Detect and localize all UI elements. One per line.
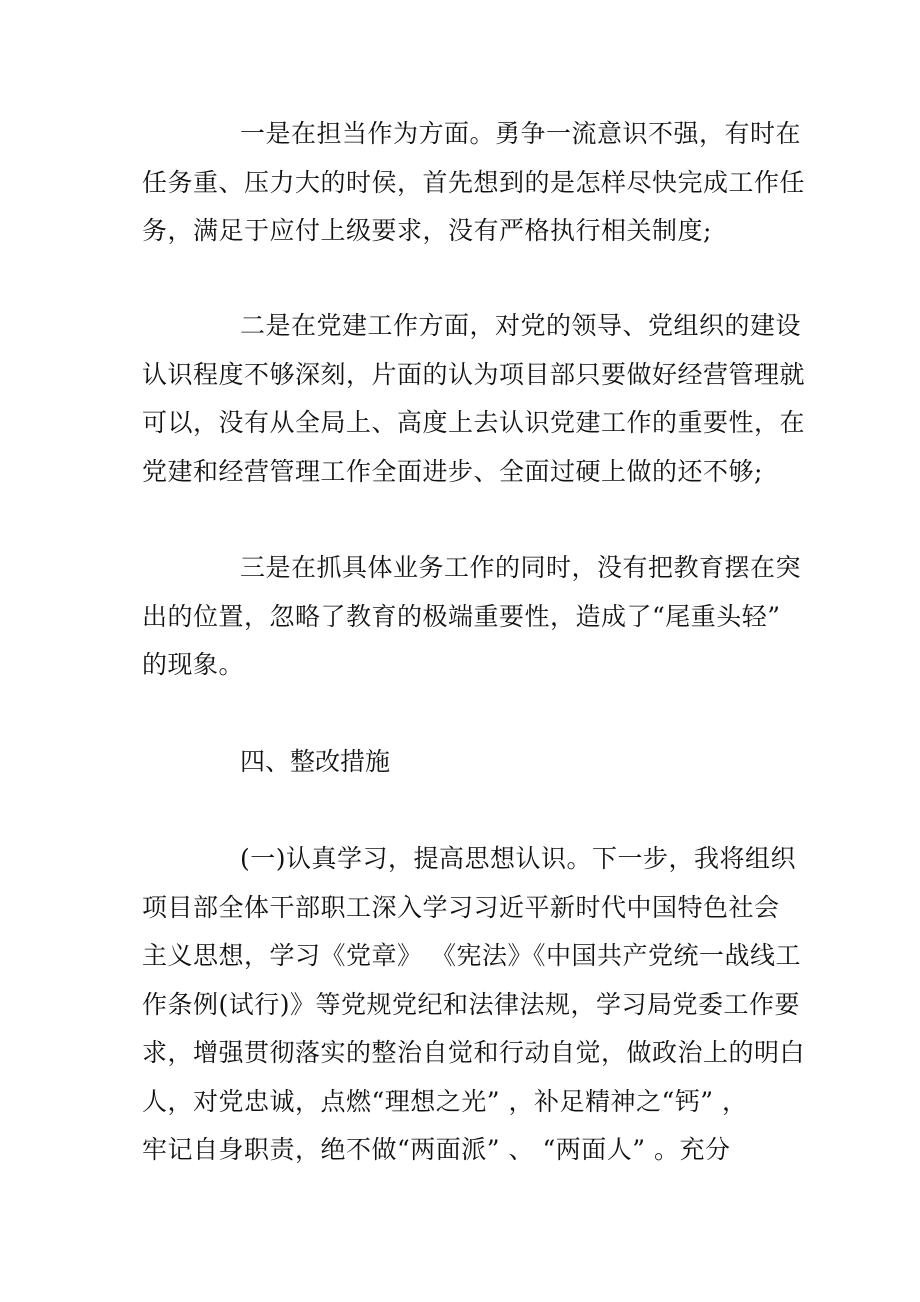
text-line: 牢记自身职责，绝不做“两面派” 、 “两面人” 。充分 (142, 1135, 731, 1164)
text-line: 的现象。 (142, 650, 245, 679)
text-line: (一)认真学习，提高思想认识。下一步，我将组织 (240, 844, 797, 873)
section-heading: 四、整改措施 (240, 747, 391, 776)
text-line: 人，对党忠诚，点燃“理想之光” ，补足精神之“钙” ， (142, 1086, 748, 1116)
text-line: 求，增强贯彻落实的整治自觉和行动自觉，做政治上的明白 (142, 1038, 806, 1067)
paragraph-2 (142, 302, 806, 496)
text-line: 可以，没有从全局上、高度上去认识党建工作的重要性，在 (142, 408, 806, 437)
text-line: 务，满足于应付上级要求，没有严格执行相关制度; (142, 216, 712, 245)
text-line: 二是在党建工作方面，对党的领导、党组织的建设 (240, 311, 802, 340)
measure-paragraph (142, 835, 806, 1175)
paragraph-3 (142, 544, 802, 690)
text-line: 项目部全体干部职工深入学习习近平新时代中国特色社会 (142, 892, 780, 922)
text-line: 三是在抓具体业务工作的同时，没有把教育摆在突 (240, 553, 802, 582)
text-line: 主义思想，学习《党章》 《宪法》《中国共产党统一战线工 (142, 941, 801, 970)
text-line: 党建和经营管理工作全面进步、全面过硬上做的还不够; (142, 456, 763, 486)
text-line: 出的位置，忽略了教育的极端重要性，造成了“尾重头轻” (142, 601, 781, 631)
text-line: 认识程度不够深刻，片面的认为项目部只要做好经营管理就 (142, 359, 806, 389)
text-line: 作条例(试行)》等党规党纪和法律法规，学习局党委工作要 (142, 989, 801, 1019)
paragraph-1 (142, 110, 806, 256)
text-line: 任务重、压力大的时侯，首先想到的是怎样尽快完成工作任 (142, 167, 806, 197)
text-line: 一是在担当作为方面。勇争一流意识不强，有时在 (240, 119, 802, 148)
